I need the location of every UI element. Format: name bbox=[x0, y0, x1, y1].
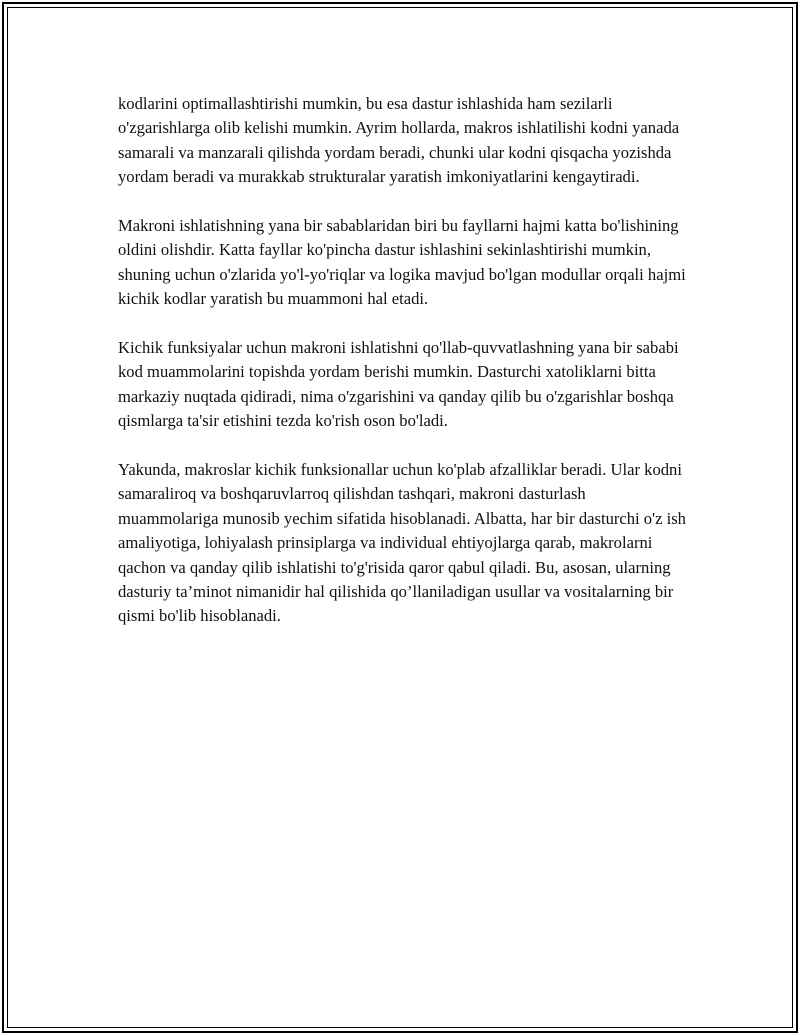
document-body bbox=[118, 92, 690, 653]
paragraph-1: kodlarini optimallashtirishi mumkin, bu esa dastur ishlashida ham sezilarli o'zgarishlarga olib kelishi mumkin. Ayrim hollarda, makros ishlatilishi kodni yanada samarali va manzarali qilishda yordam beradi, chunki ular kodni qisqacha yozishda yordam beradi va murakkab strukturalar yaratish imkoniyatlarini kengaytiradi. bbox=[118, 94, 680, 187]
paragraph-3: Kichik funksiyalar uchun makroni ishlatishni qo'llab-quvvatlashning yana bir sababi kod muammolarini topishda yordam berishi mumkin. Dasturchi xatoliklarni bitta markaziy nuqtada qidiradi, nima o'zgarishini va qanday qilib bu o'zgarishlar boshqa qismlarga ta'sir etishini tezda ko'rish oson bo'ladi. bbox=[118, 338, 679, 431]
paragraph-2: Makroni ishlatishning yana bir sabablaridan biri bu fayllarni hajmi katta bo'lishining oldini olishdir. Katta fayllar ko'pincha dastur ishlashini sekinlashtirishi mumkin, shuning uchun o'zlarida yo'l-yo'riqlar va logika mavjud bo'lgan modullar orqali hajmi kichik kodlar yaratish bu muammoni hal etadi. bbox=[118, 216, 686, 309]
paragraph-4: Yakunda, makroslar kichik funksionallar uchun ko'plab afzalliklar beradi. Ular kodni samaraliroq va boshqaruvlarroq qilishdan tashqari, makroni dasturlash muammolariga munosib yechim sifatida hisoblanadi. Albatta, har bir dasturchi o'z ish amaliyotiga, lohiyalash prinsiplarga va individual ehtiyojlarga qarab, makrolarni qachon va qanday qilib ishlatishi to'g'risida qaror qabul qiladi. Bu, asosan, ularning dasturiy ta’minot nimanidir hal qilishida qo’llaniladigan usullar va vositalarning bir qismi bo'lib hisoblanadi. bbox=[118, 460, 686, 626]
